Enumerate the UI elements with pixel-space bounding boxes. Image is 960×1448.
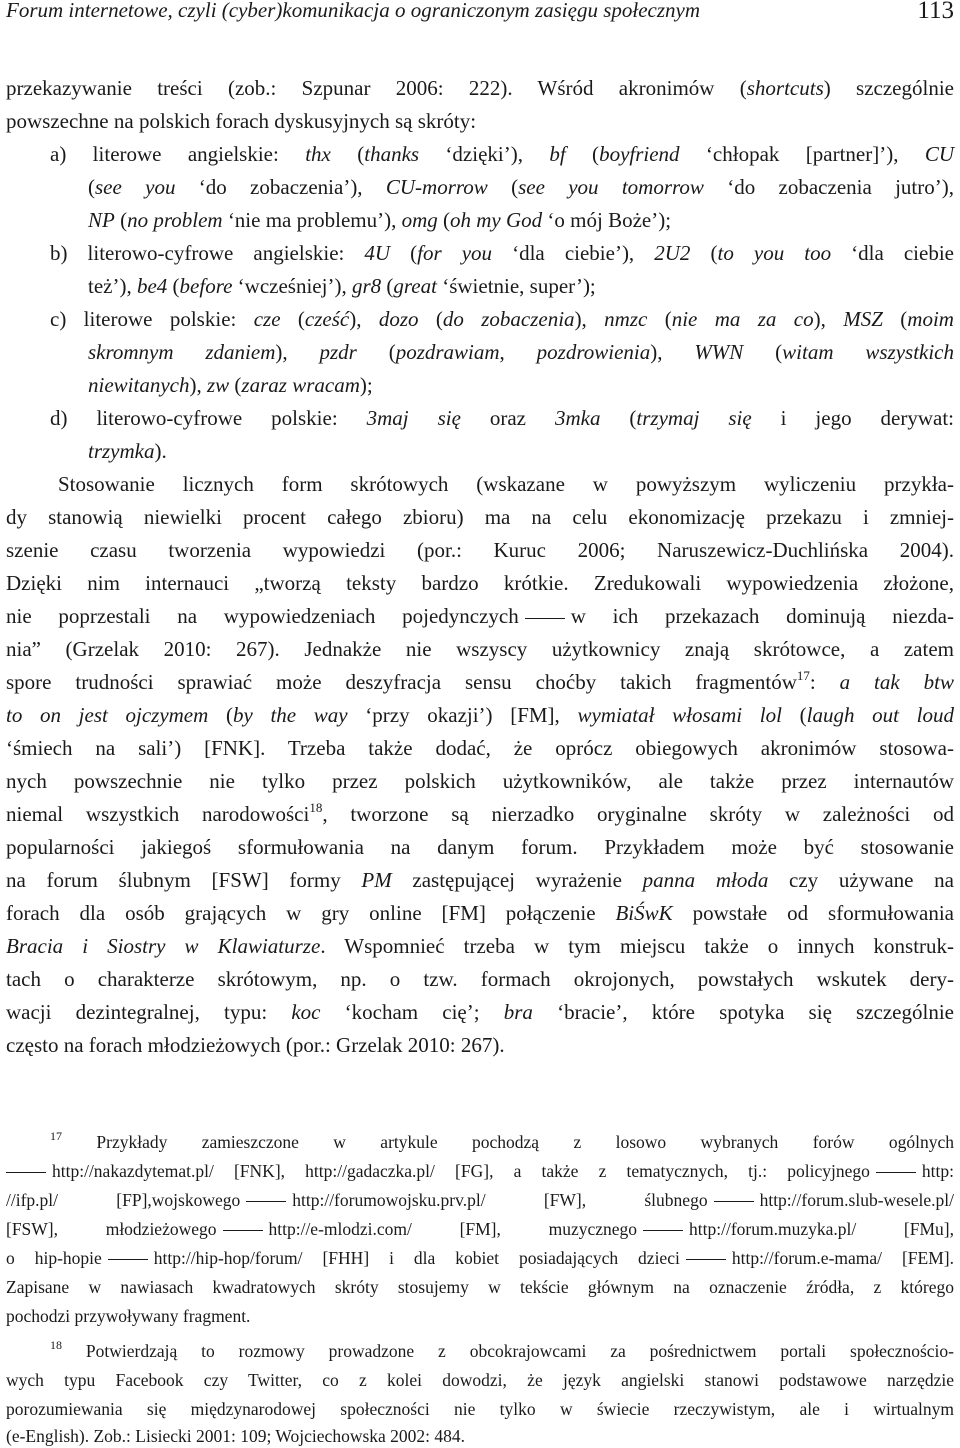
body-line: to on jest ojczymem (by the way ‘przy okazji’) [FM], wymiatał włosami lol (laugh out loud [6, 703, 954, 727]
body-text: spore trudności sprawiać może deszyfracja sensu choćby takich fragmentów [6, 670, 797, 694]
body-line: przekazywanie treści (zob.: Szpunar 2006: 222). Wśród akronimów (shortcuts) szczególnie [6, 76, 954, 100]
body-text: niemal wszystkich narodowości [6, 802, 310, 826]
body-line: nia” (Grzelak 2010: 267). Jednakże nie wszyscy użytkownicy znają skrótowce, a zatem [6, 637, 954, 661]
footnote-link[interactable]: http://forum.slub-wesele.pl/ [759, 1190, 954, 1210]
em-dash [6, 1172, 46, 1173]
body-line: ‘śmiech na sali’) [FNK]. Trzeba także dodać, że oprócz obiegowych akronimów stosowa- [6, 736, 954, 760]
body-line: wacji dezintegralnej, typu: koc ‘kocham cię’; bra ‘bracie’, które spotyka się szczególnie [6, 1000, 954, 1024]
body-line [6, 602, 954, 630]
body-line: forach dla osób grających w gry online [FM] połączenie BiŚwK powstałe od sformułowania [6, 901, 955, 925]
footnote-line [6, 1159, 954, 1183]
list-item-a-cont: (see you ‘do zobaczenia’), CU-morrow (see you tomorrow ‘do zobaczenia jutro’), [88, 175, 954, 199]
footnote-marker: 18 [50, 1338, 62, 1352]
footnote-link[interactable]: http: [921, 1161, 954, 1181]
footnote-line [6, 1217, 954, 1241]
body-line: Bracia i Siostry w Klawiaturze. Wspomnieć trzeba w tym miejscu także o innych konstruk- [6, 934, 955, 958]
body-line [6, 668, 954, 699]
footnote-link[interactable]: http://forum.e-mama/ [FEM]. [731, 1248, 954, 1268]
body-text: , tworzone są nierzadko oryginalne skróty w zależności od [322, 802, 954, 826]
list-item-b-cont: też’), be4 (before ‘wcześniej’), gr8 (great ‘świetnie, super’); [88, 274, 596, 298]
body-line: często na forach młodzieżowych (por.: Grzelak 2010: 267). [6, 1033, 505, 1057]
em-dash [643, 1230, 683, 1231]
em-dash [223, 1230, 263, 1231]
page-number: 113 [917, 0, 954, 24]
list-item-c-cont: skromnym zdaniem), pzdr (pozdrawiam, pozdrowienia), WWN (witam wszystkich [88, 340, 955, 364]
footnote-link[interactable]: http://e-mlodzi.com/ [FM], muzycznego [268, 1219, 638, 1239]
body-line: tach o charakterze skrótowym, np. o tzw. formach okrojonych, powstałych wskutek dery- [6, 967, 954, 991]
em-dash [714, 1201, 754, 1202]
footnote-line: wych typu Facebook czy Twitter, co z kolei dowodzi, że język angielski stanowi podstawowe narzędzie [6, 1370, 954, 1390]
body-line: Stosowanie licznych form skrótowych (wskazane w powyższym wyliczeniu przykła- [58, 472, 954, 496]
footnote-link[interactable]: http://forum.muzyka.pl/ [FMu], [689, 1219, 954, 1239]
list-item-a: a) literowe angielskie: thx (thanks ‘dzięki’), bf (boyfriend ‘chłopak [partner]’), CU [50, 142, 954, 166]
list-item-c: c) literowe polskie: cze (cześć), dozo (do zobaczenia), nmzc (nie ma za co), MSZ (moim [50, 307, 954, 331]
footnote-text: [FSW], młodzieżowego [6, 1219, 217, 1239]
footnote-link[interactable]: http://nakazdytemat.pl/ [FNK], http://gadaczka.pl/ [FG], a także z tematycznych, tj.: policyjnego [52, 1161, 870, 1181]
footnote-17 [50, 1130, 954, 1156]
body-line: dy stanowią niewielki procent całego zbioru) ma na celu ekonomizację przekazu i zmniej- [6, 505, 954, 529]
body-line: powszechne na polskich forach dyskusyjnych są skróty: [6, 109, 477, 133]
list-item-a-cont: NP (no problem ‘nie ma problemu’), omg (oh my God ‘o mój Boże’); [88, 208, 672, 232]
footnote-ref-17[interactable]: 17 [796, 668, 810, 683]
running-header [6, 0, 954, 32]
footnote-18 [50, 1339, 954, 1365]
footnote-line [6, 1246, 954, 1270]
em-dash [686, 1259, 726, 1260]
footnote-marker: 17 [50, 1129, 62, 1143]
body-line: nych powszechnie nie tylko przez polskich użytkowników, ale także przez internautów [6, 769, 954, 793]
list-item-d: d) literowo-cyfrowe polskie: 3maj się oraz 3mka (trzymaj się i jego derywat: [50, 406, 955, 430]
footnote-text: Potwierdzają to rozmowy prowadzone z obcokrajowcami za pośrednictwem portali społecznościo- [85, 1341, 954, 1361]
body-line: popularności jakiegoś sformułowania na danym forum. Przykładem może być stosowanie [6, 835, 954, 859]
footnote-link[interactable]: http://hip-hop/forum/ [FHH] i dla kobiet posiadających dzieci [153, 1248, 680, 1268]
footnote-link[interactable]: http://forumowojsku.prv.pl/ [FW], ślubnego [292, 1190, 708, 1210]
footnote-line: Zapisane w nawiasach kwadratowych skróty stosujemy w tekście głównym na oznaczenie źródła, z którego [6, 1277, 954, 1297]
footnote-line [6, 1188, 954, 1212]
body-line [6, 800, 954, 831]
em-dash [108, 1259, 148, 1260]
footnote-link[interactable]: //ifp.pl/ [FP],wojskowego [6, 1190, 241, 1210]
body-line: Dzięki nim internauci „tworzą teksty bardzo krótkie. Zredukowali wypowiedzenia złożone, [6, 571, 954, 595]
footnote-line: porozumiewania się międzynarodowej społeczności nie tylko w świecie rzeczywistym, ale i wirtualnym [6, 1399, 954, 1419]
footnote-line: pochodzi przywoływany fragment. [6, 1306, 251, 1326]
em-dash [246, 1201, 286, 1202]
body-text: : a tak btw [809, 670, 954, 694]
list-item-b: b) literowo-cyfrowe angielskie: 4U (for you ‘dla ciebie’), 2U2 (to you too ‘dla ciebie [50, 241, 954, 265]
footnote-ref-18[interactable]: 18 [309, 800, 323, 815]
body-text: nie poprzestali na wypowiedzeniach pojedynczych [6, 604, 519, 628]
body-line: na forum ślubnym [FSW] formy PM zastępującej wyrażenie panna młoda czy używane na [6, 868, 954, 892]
footnote-line: (e-English). Zob.: Lisiecki 2001: 109; Wojciechowska 2002: 484. [6, 1426, 466, 1446]
list-item-c-cont: niewitanych), zw (zaraz wracam); [88, 373, 373, 397]
list-item-d-cont: trzymka). [88, 439, 167, 463]
footnote-text: Przykłady zamieszczone w artykule pochodzą z losowo wybranych forów ogólnych [96, 1132, 955, 1152]
body-text: w ich przekazach dominują niezda- [570, 604, 954, 628]
running-title: Forum internetowe, czyli (cyber)komunikacja o ograniczonym zasięgu społecznym [6, 0, 701, 22]
em-dash [876, 1172, 916, 1173]
body-line: szenie czasu tworzenia wypowiedzi (por.: Kuruc 2006; Naruszewicz-Duchlińska 2004). [6, 538, 954, 562]
em-dash [525, 618, 565, 619]
footnote-text: o hip-hopie [6, 1248, 102, 1268]
